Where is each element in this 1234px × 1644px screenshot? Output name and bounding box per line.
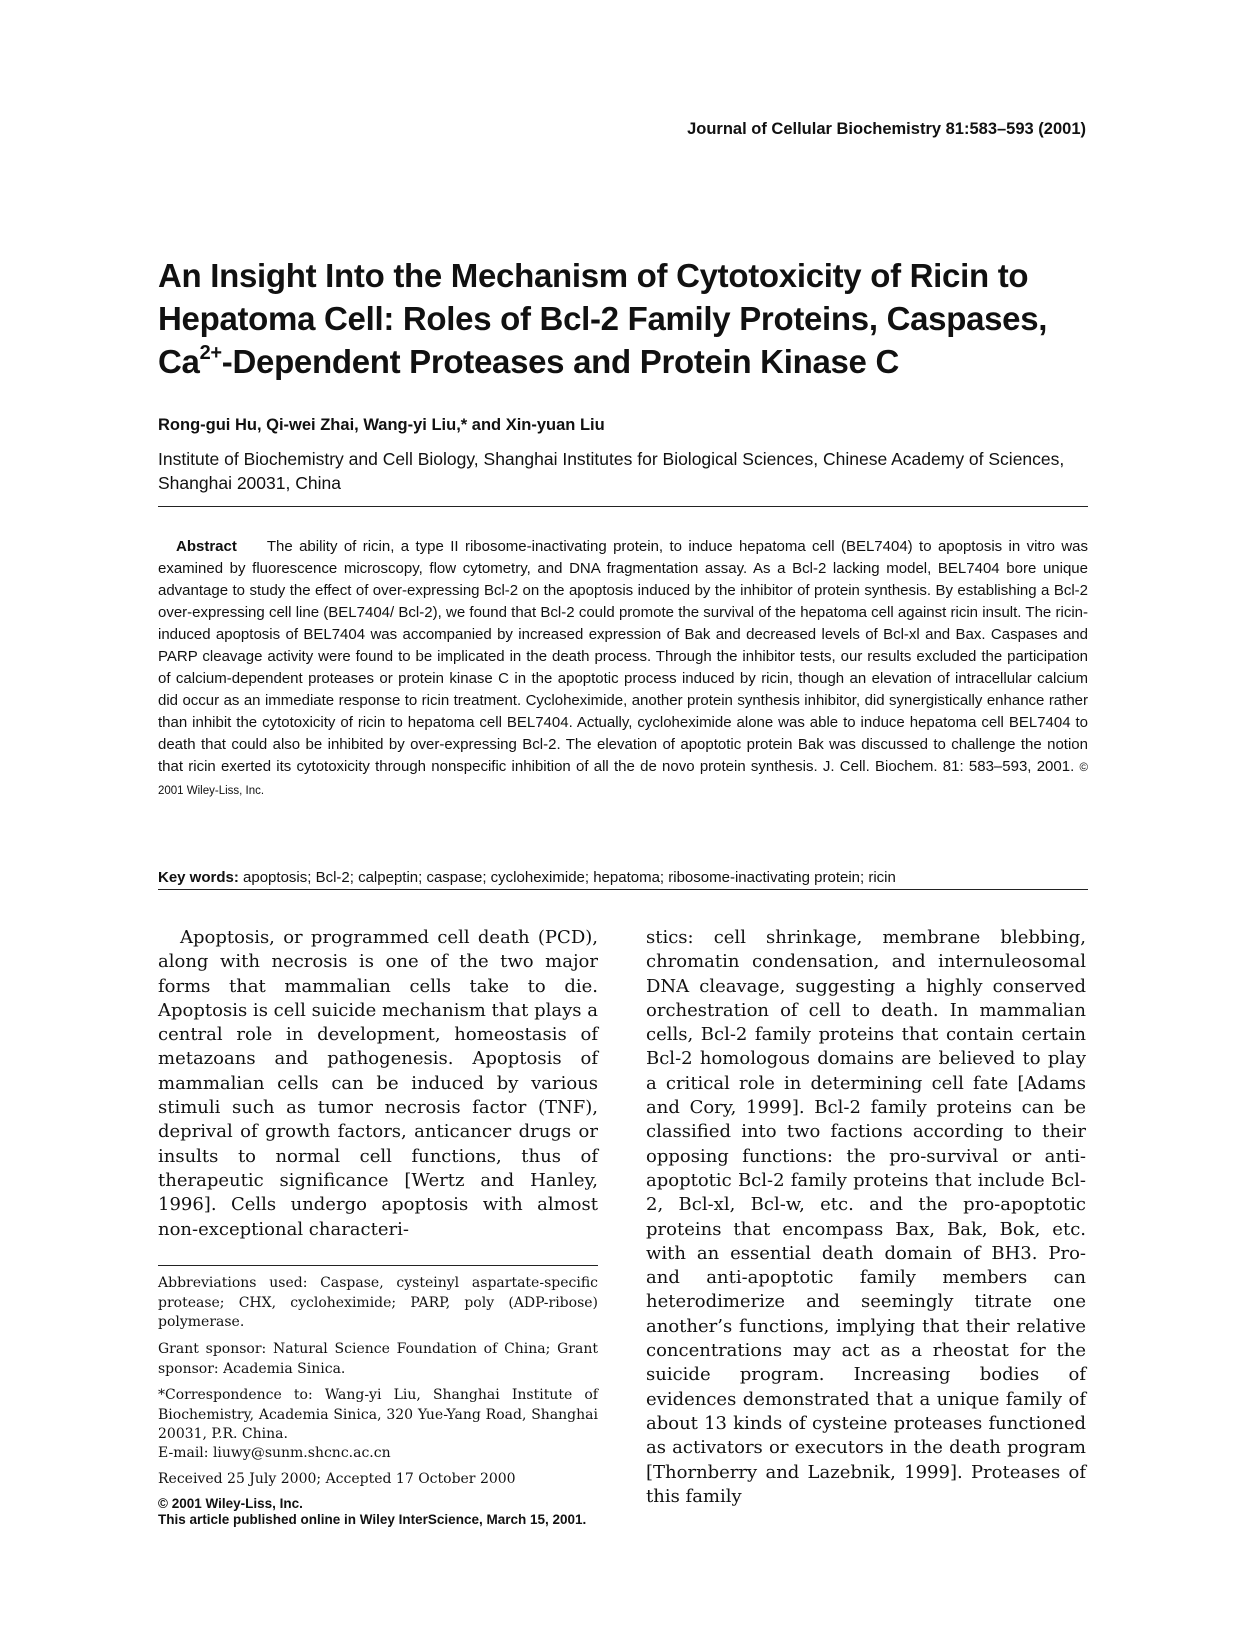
title-text-part1: An Insight Into the Mechanism of Cytotoxicity of Ricin to Hepatoma Cell: Roles of Bcl-2 Family Proteins, Caspases, Ca <box>158 257 1048 380</box>
abstract-label: Abstract <box>176 538 237 555</box>
affiliation: Institute of Biochemistry and Cell Biology, Shanghai Institutes for Biological Sciences, Chinese Academy of Sciences, Shanghai 20031, China <box>158 449 1065 493</box>
publisher-copyright: © 2001 Wiley-Liss, Inc. <box>158 1496 303 1511</box>
abstract-bottom-rule <box>158 889 1088 890</box>
title-superscript: 2+ <box>199 342 222 364</box>
footnote-received: Received 25 July 2000; Accepted 17 October 2000 <box>158 1471 516 1487</box>
footnote-correspondence: *Correspondence to: Wang-yi Liu, Shanghai Institute of Biochemistry, Academia Sinica, 320 Yue-Yang Road, Shanghai 20031, P.R. China. <box>158 1387 598 1442</box>
title-text-part2: -Dependent Proteases and Protein Kinase C <box>221 343 900 380</box>
keywords <box>158 869 1088 886</box>
footnote-email: E-mail: liuwy@sunm.shcnc.ac.cn <box>158 1445 391 1461</box>
journal-citation: Journal of Cellular Biochemistry 81:583–593 (2001) <box>687 120 1086 138</box>
body-column-left: Apoptosis, or programmed cell death (PCD), along with necrosis is one of the two major forms that mammalian cells take to die. Apoptosis is cell suicide mechanism that plays a central role in development, homeostasis of metazoans and pathogenesis. Apoptosis of mammalian cells can be induced by various stimuli such as tumor necrosis factor (TNF), deprival of growth factors, anticancer drugs or insults to normal cell functions, thus of therapeutic significance [Wertz and Hanley, 1996]. Cells undergo apoptosis with almost non-exceptional characteri- <box>158 927 598 1240</box>
abstract-top-rule <box>158 506 1088 507</box>
abstract-copyright: © 2001 Wiley-Liss, Inc. <box>158 762 1088 797</box>
footnote-grant: Grant sponsor: Natural Science Foundation of China; Grant sponsor: Academia Sinica. <box>158 1341 598 1377</box>
keywords-label: Key words: <box>158 869 239 886</box>
footnote-rule <box>158 1265 598 1266</box>
keywords-text: apoptosis; Bcl-2; calpeptin; caspase; cycloheximide; hepatoma; ribosome-inactivating protein; ricin <box>243 869 896 886</box>
footnote-abbreviations: Abbreviations used: Caspase, cysteinyl aspartate-specific protease; CHX, cycloheximide; PARP, poly (ADP-ribose) polymerase. <box>158 1275 598 1330</box>
body-column-right: stics: cell shrinkage, membrane blebbing, chromatin condensation, and internuleosomal DNA cleavage, suggesting a highly conserved orchestration of cell to death. In mammalian cells, Bcl-2 family proteins that contain certain Bcl-2 homologous domains are believed to play a critical role in determining cell fate [Adams and Cory, 1999]. Bcl-2 family proteins can be classified into two factions according to their opposing functions: the pro-survival or anti-apoptotic Bcl-2 family proteins that include Bcl-2, Bcl-xl, Bcl-w, etc. and the pro-apoptotic proteins that encompass Bax, Bak, Bok, etc. with an essential death domain of BH3. Pro- and anti-apoptotic family members can heterodimerize and seemingly titrate one another’s functions, implying that their relative concentrations may act as a rheostat for the suicide program. Increasing bodies of evidences demonstrated that a unique family of about 13 kinds of cysteine proteases functioned as activators or executors in the death program [Thornberry and Lazebnik, 1999]. Proteases of this family <box>646 927 1086 1507</box>
abstract <box>158 536 1088 802</box>
online-publication-note: This article published online in Wiley InterScience, March 15, 2001. <box>158 1512 587 1527</box>
abstract-text: The ability of ricin, a type II ribosome-inactivating protein, to induce hepatoma cell (BEL7404) to apoptosis in vitro was examined by fluorescence microscopy, flow cytometry, and DNA fragmentation assay. As a Bcl-2 lacking model, BEL7404 bore unique advantage to study the effect of over-expressing Bcl-2 on the apoptosis induced by the inhibitor of protein synthesis. By establishing a Bcl-2 over-expressing cell line (BEL7404/ Bcl-2), we found that Bcl-2 could promote the survival of the hepatoma cell against ricin insult. The ricin-induced apoptosis of BEL7404 was accompanied by increased expression of Bak and decreased levels of Bcl-xl and Bax. Caspases and PARP cleavage activity were found to be implicated in the death process. Through the inhibitor tests, our results excluded the participation of calcium-dependent proteases or protein kinase C in the apoptotic process induced by ricin, though an elevation of intracellular calcium did occur as an immediate response to ricin treatment. Cycloheximide, another protein synthesis inhibitor, did synergistically enhance rather than inhibit the cytotoxicity of ricin to hepatoma cell BEL7404. Actually, cycloheximide alone was able to induce hepatoma cell BEL7404 to death that could also be inhibited by over-expressing Bcl-2. The elevation of apoptotic protein Bak was discussed to challenge the notion that ricin exerted its cytotoxicity through nonspecific inhibition of all the de novo protein synthesis. J. Cell. Biochem. 81: 583–593, 2001. <box>158 538 1088 775</box>
author-list: Rong-gui Hu, Qi-wei Zhai, Wang-yi Liu,* and Xin-yuan Liu <box>158 416 605 434</box>
article-title <box>158 254 1088 383</box>
